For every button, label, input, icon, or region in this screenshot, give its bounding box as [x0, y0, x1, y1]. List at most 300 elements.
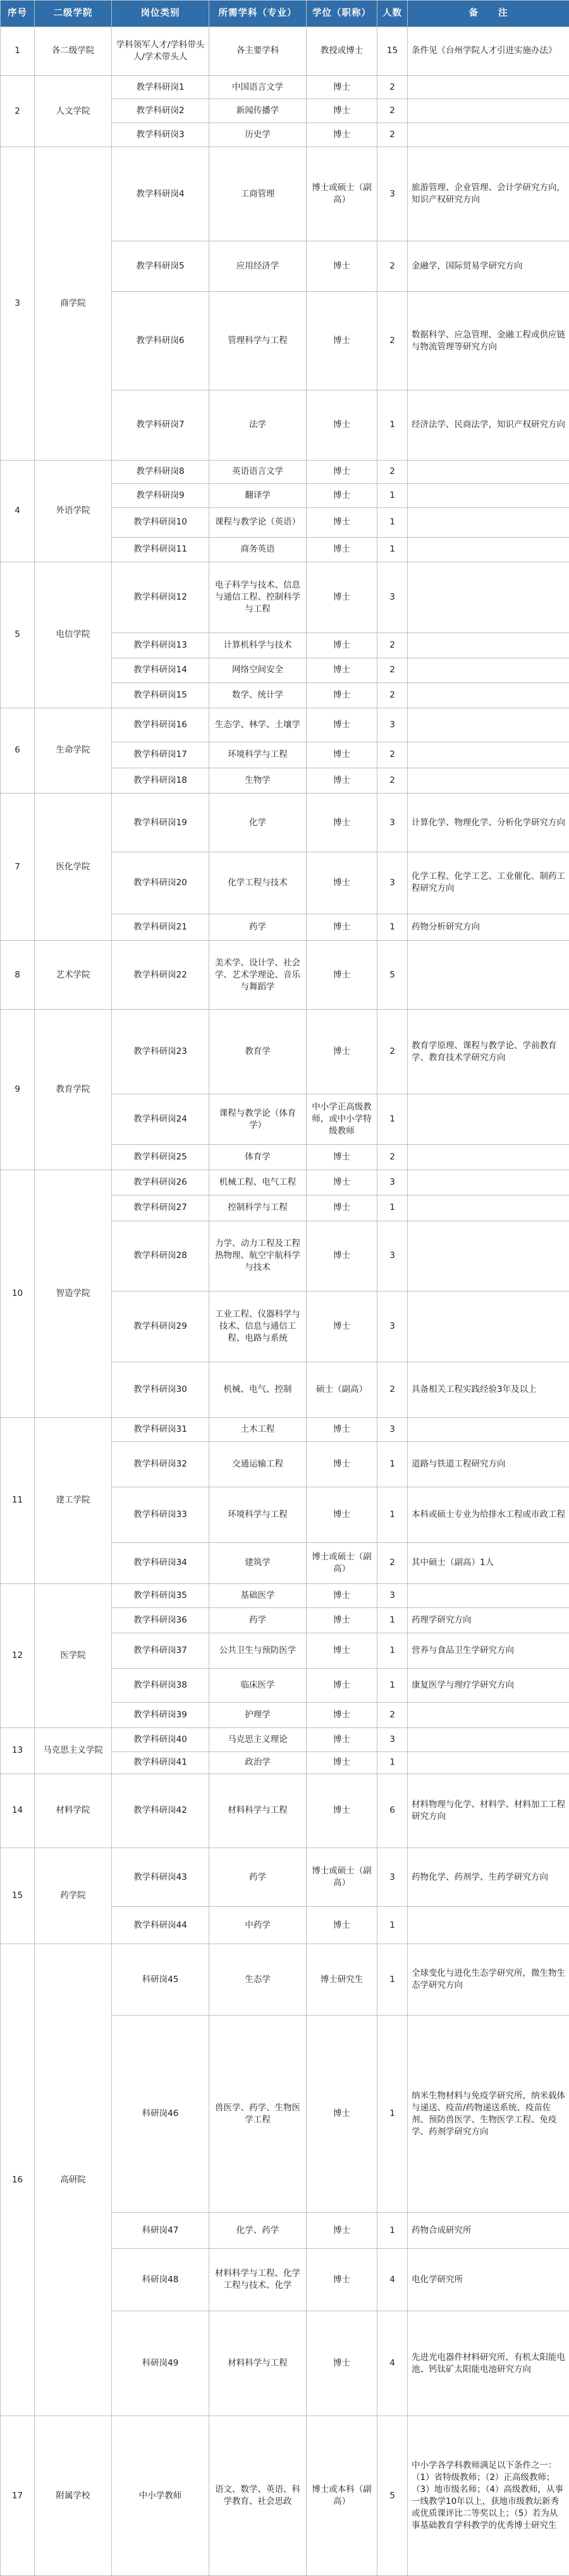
table-row — [1, 1583, 569, 1607]
post-cell: 教学科研岗23 — [112, 1010, 209, 1094]
note-cell — [408, 1417, 569, 1441]
note-cell: 教育学原理、课程与教学论、学前教育学、教育技术学研究方向 — [408, 1010, 569, 1094]
table-row — [1, 1944, 569, 2016]
degree-cell: 博士或硕士（副高） — [307, 1543, 377, 1584]
college-cell: 各二级学院 — [35, 27, 112, 76]
count-cell: 1 — [377, 1752, 408, 1774]
college-cell: 教育学院 — [35, 1010, 112, 1170]
discipline-cell: 计算机科学与技术 — [209, 633, 307, 658]
count-cell: 1 — [377, 914, 408, 941]
discipline-cell: 工商管理 — [209, 147, 307, 241]
note-cell: 先进光电器件材料研究所，有机太阳能电池、钙钛矿太阳能电池研究方向 — [408, 2311, 569, 2416]
degree-cell: 博士 — [307, 914, 377, 941]
degree-cell: 博士 — [307, 1291, 377, 1362]
discipline-cell: 建筑学 — [209, 1543, 307, 1584]
post-cell: 教学科研岗28 — [112, 1221, 209, 1291]
discipline-cell: 生态学、林学、土壤学 — [209, 708, 307, 742]
post-cell: 教学科研岗26 — [112, 1170, 209, 1195]
discipline-cell: 药学 — [209, 1848, 307, 1907]
count-cell: 5 — [377, 2416, 408, 2576]
count-cell: 2 — [377, 123, 408, 147]
discipline-cell: 课程与教学论（体育学） — [209, 1094, 307, 1145]
note-cell: 道路与铁道工程研究方向 — [408, 1442, 569, 1487]
header-post-type: 岗位类别 — [112, 1, 209, 27]
degree-cell: 博士 — [307, 683, 377, 708]
table-row — [1, 460, 569, 483]
post-cell: 教学科研岗43 — [112, 1848, 209, 1907]
college-cell: 商学院 — [35, 147, 112, 460]
count-cell: 2 — [377, 768, 408, 794]
post-cell: 教学科研岗13 — [112, 633, 209, 658]
college-cell: 高研院 — [35, 1944, 112, 2416]
serial-cell: 10 — [1, 1170, 35, 1417]
note-cell — [408, 742, 569, 768]
header-count: 人数 — [377, 1, 408, 27]
discipline-cell: 力学、动力工程及工程热物理、航空宇航科学与技术 — [209, 1221, 307, 1291]
degree-cell: 博士 — [307, 1727, 377, 1751]
degree-cell: 博士 — [307, 1145, 377, 1170]
post-cell: 教学科研岗18 — [112, 768, 209, 794]
college-cell: 医学院 — [35, 1583, 112, 1727]
note-cell: 药物合成研究所 — [408, 2213, 569, 2249]
post-cell: 教学科研岗37 — [112, 1633, 209, 1668]
discipline-cell: 基础医学 — [209, 1583, 307, 1607]
college-cell: 艺术学院 — [35, 941, 112, 1010]
degree-cell: 博士 — [307, 1752, 377, 1774]
note-cell — [408, 460, 569, 483]
degree-cell: 博士 — [307, 538, 377, 562]
serial-cell: 3 — [1, 147, 35, 460]
table-row — [1, 708, 569, 742]
degree-cell: 博士或本科（副高） — [307, 2416, 377, 2576]
table-row — [1, 941, 569, 1010]
table-row — [1, 1727, 569, 1751]
discipline-cell: 管理科学与工程 — [209, 292, 307, 390]
discipline-cell: 语文、数学、英语、科学教育、社会思政 — [209, 2416, 307, 2576]
note-cell: 数据科学、应急管理、金融工程或供应链与物流管理等研究方向 — [408, 292, 569, 390]
count-cell: 2 — [377, 658, 408, 682]
post-cell: 教学科研岗27 — [112, 1195, 209, 1221]
post-cell: 科研岗48 — [112, 2249, 209, 2311]
post-cell: 教学科研岗19 — [112, 794, 209, 852]
count-cell: 2 — [377, 1543, 408, 1584]
degree-cell: 博士 — [307, 2249, 377, 2311]
degree-cell: 博士 — [307, 1417, 377, 1441]
discipline-cell: 政治学 — [209, 1752, 307, 1774]
post-cell: 教学科研岗21 — [112, 914, 209, 941]
degree-cell: 博士 — [307, 292, 377, 390]
count-cell: 3 — [377, 147, 408, 241]
serial-cell: 8 — [1, 941, 35, 1010]
count-cell: 1 — [377, 2016, 408, 2213]
post-cell: 教学科研岗11 — [112, 538, 209, 562]
post-cell: 教学科研岗8 — [112, 460, 209, 483]
discipline-cell: 材料科学与工程 — [209, 2311, 307, 2416]
count-cell: 2 — [377, 683, 408, 708]
discipline-cell: 英语语言文学 — [209, 460, 307, 483]
serial-cell: 1 — [1, 27, 35, 76]
count-cell: 1 — [377, 1944, 408, 2016]
count-cell: 3 — [377, 708, 408, 742]
note-cell — [408, 941, 569, 1010]
count-cell: 3 — [377, 1170, 408, 1195]
post-cell: 教学科研岗31 — [112, 1417, 209, 1441]
discipline-cell: 工业工程、仪器科学与技术、信息与通信工程、电路与系统 — [209, 1291, 307, 1362]
count-cell: 1 — [377, 507, 408, 538]
serial-cell: 15 — [1, 1848, 35, 1944]
count-cell: 2 — [377, 1145, 408, 1170]
note-cell — [408, 1727, 569, 1751]
count-cell: 2 — [377, 460, 408, 483]
post-cell: 教学科研岗2 — [112, 99, 209, 123]
note-cell — [408, 1221, 569, 1291]
degree-cell: 博士 — [307, 1633, 377, 1668]
count-cell: 1 — [377, 1668, 408, 1703]
note-cell: 康复医学与理疗学研究方向 — [408, 1668, 569, 1703]
note-cell — [408, 1094, 569, 1145]
discipline-cell: 材料科学与工程 — [209, 1774, 307, 1847]
discipline-cell: 生物学 — [209, 768, 307, 794]
header-note: 备 注 — [408, 1, 569, 27]
note-cell — [408, 123, 569, 147]
post-cell: 科研岗45 — [112, 1944, 209, 2016]
count-cell: 2 — [377, 633, 408, 658]
serial-cell: 5 — [1, 562, 35, 708]
discipline-cell: 材料科学与工程、化学工程与技术、化学 — [209, 2249, 307, 2311]
discipline-cell: 兽医学、药学、生物医学工程 — [209, 2016, 307, 2213]
note-cell: 营养与食品卫生学研究方向 — [408, 1633, 569, 1668]
count-cell: 3 — [377, 1221, 408, 1291]
discipline-cell: 生态学 — [209, 1944, 307, 2016]
college-cell: 材料学院 — [35, 1774, 112, 1847]
table-row — [1, 1848, 569, 1907]
post-cell: 教学科研岗38 — [112, 1668, 209, 1703]
note-cell — [408, 768, 569, 794]
note-cell: 本科或硕士专业为给排水工程或市政工程 — [408, 1487, 569, 1542]
college-cell: 药学院 — [35, 1848, 112, 1944]
degree-cell: 博士 — [307, 562, 377, 632]
degree-cell: 博士 — [307, 708, 377, 742]
count-cell: 2 — [377, 75, 408, 99]
note-cell — [408, 1752, 569, 1774]
post-cell: 教学科研岗30 — [112, 1362, 209, 1417]
post-cell: 教学科研岗6 — [112, 292, 209, 390]
count-cell: 15 — [377, 27, 408, 76]
serial-cell: 16 — [1, 1944, 35, 2416]
count-cell: 3 — [377, 1583, 408, 1607]
note-cell: 药理学研究方向 — [408, 1608, 569, 1633]
note-cell: 中小学各学科教师满足以下条件之一：（1）省特级教师；（2）正高级教师；（3）地市级名师；（4）高级教师，从事一线教学10年以上，获地市级教坛新秀或优质课评比二等奖以上；（5）若为从事基础教育学科教学的优秀博士研究生 — [408, 2416, 569, 2576]
post-cell: 教学科研岗34 — [112, 1543, 209, 1584]
post-cell: 教学科研岗22 — [112, 941, 209, 1010]
note-cell: 药物分析研究方向 — [408, 914, 569, 941]
note-cell — [408, 1145, 569, 1170]
degree-cell: 博士 — [307, 2213, 377, 2249]
discipline-cell: 历史学 — [209, 123, 307, 147]
discipline-cell: 机械、电气、控制 — [209, 1362, 307, 1417]
degree-cell: 博士 — [307, 794, 377, 852]
note-cell: 全球变化与进化生态学研究所，微生物生态学研究方向 — [408, 1944, 569, 2016]
serial-cell: 13 — [1, 1727, 35, 1774]
college-cell: 医化学院 — [35, 794, 112, 941]
discipline-cell: 课程与教学论（英语） — [209, 507, 307, 538]
post-cell: 教学科研岗32 — [112, 1442, 209, 1487]
header-serial: 序号 — [1, 1, 35, 27]
serial-cell: 4 — [1, 460, 35, 562]
note-cell — [408, 1170, 569, 1195]
degree-cell: 博士 — [307, 658, 377, 682]
degree-cell: 博士 — [307, 484, 377, 507]
post-cell: 教学科研岗10 — [112, 507, 209, 538]
discipline-cell: 网络空间安全 — [209, 658, 307, 682]
discipline-cell: 临床医学 — [209, 1668, 307, 1703]
note-cell — [408, 683, 569, 708]
count-cell: 1 — [377, 484, 408, 507]
post-cell: 教学科研岗36 — [112, 1608, 209, 1633]
count-cell: 4 — [377, 2311, 408, 2416]
discipline-cell: 环境科学与工程 — [209, 742, 307, 768]
post-cell: 教学科研岗25 — [112, 1145, 209, 1170]
serial-cell: 9 — [1, 1010, 35, 1170]
table-row — [1, 2416, 569, 2576]
note-cell — [408, 708, 569, 742]
degree-cell: 硕士（副高） — [307, 1362, 377, 1417]
count-cell: 1 — [377, 1442, 408, 1487]
count-cell: 1 — [377, 1633, 408, 1668]
note-cell: 药物化学、药剂学、生药学研究方向 — [408, 1848, 569, 1907]
discipline-cell: 各主要学科 — [209, 27, 307, 76]
table-row — [1, 794, 569, 852]
header-college: 二级学院 — [35, 1, 112, 27]
note-cell — [408, 562, 569, 632]
degree-cell: 博士 — [307, 460, 377, 483]
degree-cell: 博士 — [307, 2311, 377, 2416]
degree-cell: 博士 — [307, 633, 377, 658]
discipline-cell: 数学、统计学 — [209, 683, 307, 708]
note-cell: 经济法学、民商法学，知识产权研究方向 — [408, 390, 569, 460]
count-cell: 2 — [377, 99, 408, 123]
count-cell: 3 — [377, 1417, 408, 1441]
count-cell: 1 — [377, 1487, 408, 1542]
count-cell: 2 — [377, 742, 408, 768]
discipline-cell: 电子科学与技术、信息与通信工程、控制科学与工程 — [209, 562, 307, 632]
count-cell: 3 — [377, 794, 408, 852]
serial-cell: 6 — [1, 708, 35, 794]
table-row — [1, 27, 569, 76]
count-cell: 1 — [377, 1094, 408, 1145]
degree-cell: 博士 — [307, 1583, 377, 1607]
degree-cell: 博士或硕士（副高） — [307, 147, 377, 241]
post-cell: 教学科研岗33 — [112, 1487, 209, 1542]
post-cell: 教学科研岗9 — [112, 484, 209, 507]
header-row — [1, 1, 569, 27]
degree-cell: 博士 — [307, 1774, 377, 1847]
post-cell: 教学科研岗7 — [112, 390, 209, 460]
discipline-cell: 中国语言文学 — [209, 75, 307, 99]
degree-cell: 博士 — [307, 1442, 377, 1487]
count-cell: 2 — [377, 241, 408, 292]
count-cell: 1 — [377, 390, 408, 460]
post-cell: 教学科研岗5 — [112, 241, 209, 292]
table-row — [1, 1010, 569, 1094]
note-cell — [408, 507, 569, 538]
degree-cell: 博士 — [307, 1668, 377, 1703]
discipline-cell: 翻译学 — [209, 484, 307, 507]
count-cell: 3 — [377, 1848, 408, 1907]
post-cell: 教学科研岗15 — [112, 683, 209, 708]
post-cell: 教学科研岗14 — [112, 658, 209, 682]
count-cell: 2 — [377, 1010, 408, 1094]
degree-cell: 博士 — [307, 1608, 377, 1633]
discipline-cell: 土木工程 — [209, 1417, 307, 1441]
degree-cell: 中小学正高级教师，或中小学特级教师 — [307, 1094, 377, 1145]
discipline-cell: 新闻传播学 — [209, 99, 307, 123]
note-cell: 电化学研究所 — [408, 2249, 569, 2311]
note-cell: 其中硕士（副高）1人 — [408, 1543, 569, 1584]
degree-cell: 博士 — [307, 768, 377, 794]
note-cell: 计算化学、物理化学、分析化学研究方向 — [408, 794, 569, 852]
degree-cell: 博士 — [307, 1487, 377, 1542]
serial-cell: 14 — [1, 1774, 35, 1847]
discipline-cell: 马克思主义理论 — [209, 1727, 307, 1751]
table-row — [1, 562, 569, 632]
discipline-cell: 体育学 — [209, 1145, 307, 1170]
degree-cell: 博士 — [307, 941, 377, 1010]
note-cell — [408, 75, 569, 99]
note-cell — [408, 1195, 569, 1221]
college-cell: 外语学院 — [35, 460, 112, 562]
count-cell: 2 — [377, 1362, 408, 1417]
note-cell — [408, 484, 569, 507]
post-cell: 教学科研岗35 — [112, 1583, 209, 1607]
post-cell: 中小学教师 — [112, 2416, 209, 2576]
count-cell: 3 — [377, 562, 408, 632]
note-cell: 金融学，国际贸易学研究方向 — [408, 241, 569, 292]
post-cell: 教学科研岗12 — [112, 562, 209, 632]
discipline-cell: 法学 — [209, 390, 307, 460]
table-row — [1, 75, 569, 99]
post-cell: 教学科研岗42 — [112, 1774, 209, 1847]
note-cell: 具备相关工程实践经验3年及以上 — [408, 1362, 569, 1417]
discipline-cell: 机械工程、电气工程 — [209, 1170, 307, 1195]
serial-cell: 2 — [1, 75, 35, 147]
count-cell: 4 — [377, 2249, 408, 2311]
serial-cell: 11 — [1, 1417, 35, 1583]
post-cell: 教学科研岗20 — [112, 852, 209, 914]
discipline-cell: 美术学、设计学、社会学、艺术学理论、音乐与舞蹈学 — [209, 941, 307, 1010]
note-cell: 化学工程、化学工艺、工业催化、制药工程研究方向 — [408, 852, 569, 914]
discipline-cell: 化学工程与技术 — [209, 852, 307, 914]
discipline-cell: 教育学 — [209, 1010, 307, 1094]
count-cell: 1 — [377, 2213, 408, 2249]
count-cell: 1 — [377, 1195, 408, 1221]
degree-cell: 博士 — [307, 2016, 377, 2213]
note-cell: 材料物理与化学、材料学、材料加工工程研究方向 — [408, 1774, 569, 1847]
discipline-cell: 中药学 — [209, 1907, 307, 1944]
college-cell: 马克思主义学院 — [35, 1727, 112, 1774]
note-cell: 条件见《台州学院人才引进实施办法》 — [408, 27, 569, 76]
note-cell: 旅游管理、企业管理、会计学研究方向，知识产权研究方向 — [408, 147, 569, 241]
degree-cell: 博士研究生 — [307, 1944, 377, 2016]
discipline-cell: 化学、药学 — [209, 2213, 307, 2249]
discipline-cell: 公共卫生与预防医学 — [209, 1633, 307, 1668]
count-cell: 1 — [377, 1608, 408, 1633]
count-cell: 2 — [377, 1703, 408, 1727]
discipline-cell: 药学 — [209, 914, 307, 941]
degree-cell: 博士 — [307, 742, 377, 768]
post-cell: 教学科研岗24 — [112, 1094, 209, 1145]
degree-cell: 教授或博士 — [307, 27, 377, 76]
note-cell — [408, 1907, 569, 1944]
post-cell: 教学科研岗40 — [112, 1727, 209, 1751]
post-cell: 教学科研岗3 — [112, 123, 209, 147]
degree-cell: 博士 — [307, 1907, 377, 1944]
post-cell: 科研岗46 — [112, 2016, 209, 2213]
count-cell: 3 — [377, 1291, 408, 1362]
serial-cell: 12 — [1, 1583, 35, 1727]
degree-cell: 博士 — [307, 1170, 377, 1195]
discipline-cell: 化学 — [209, 794, 307, 852]
table-row — [1, 1170, 569, 1195]
header-degree: 学位（职称） — [307, 1, 377, 27]
college-cell: 电信学院 — [35, 562, 112, 708]
discipline-cell: 药学 — [209, 1608, 307, 1633]
header-discipline: 所需学科（专业） — [209, 1, 307, 27]
college-cell: 智造学院 — [35, 1170, 112, 1417]
note-cell — [408, 633, 569, 658]
post-cell: 教学科研岗16 — [112, 708, 209, 742]
college-cell: 生命学院 — [35, 708, 112, 794]
degree-cell: 博士 — [307, 1010, 377, 1094]
count-cell: 3 — [377, 852, 408, 914]
degree-cell: 博士 — [307, 1195, 377, 1221]
table-body — [1, 27, 569, 2576]
post-cell: 教学科研岗39 — [112, 1703, 209, 1727]
table-row — [1, 1774, 569, 1847]
serial-cell: 7 — [1, 794, 35, 941]
note-cell — [408, 99, 569, 123]
college-cell: 附属学校 — [35, 2416, 112, 2576]
degree-cell: 博士 — [307, 852, 377, 914]
note-cell — [408, 538, 569, 562]
note-cell — [408, 1583, 569, 1607]
post-cell: 教学科研岗17 — [112, 742, 209, 768]
count-cell: 3 — [377, 1727, 408, 1751]
discipline-cell: 应用经济学 — [209, 241, 307, 292]
college-cell: 建工学院 — [35, 1417, 112, 1583]
discipline-cell: 商务英语 — [209, 538, 307, 562]
count-cell: 5 — [377, 941, 408, 1010]
degree-cell: 博士 — [307, 99, 377, 123]
count-cell: 6 — [377, 1774, 408, 1847]
degree-cell: 博士 — [307, 75, 377, 99]
post-cell: 教学科研岗1 — [112, 75, 209, 99]
note-cell — [408, 1703, 569, 1727]
table-row — [1, 1417, 569, 1441]
degree-cell: 博士 — [307, 241, 377, 292]
post-cell: 科研岗49 — [112, 2311, 209, 2416]
count-cell: 2 — [377, 292, 408, 390]
degree-cell: 博士 — [307, 1221, 377, 1291]
note-cell: 纳米生物材料与免疫学研究所，纳米载体与递送、疫苗/药物递送系统、疫苗佐剂、预防兽医学、生物医学工程、免疫学、药剂学研究方向 — [408, 2016, 569, 2213]
post-cell: 教学科研岗29 — [112, 1291, 209, 1362]
discipline-cell: 控制科学与工程 — [209, 1195, 307, 1221]
discipline-cell: 交通运输工程 — [209, 1442, 307, 1487]
post-cell: 教学科研岗44 — [112, 1907, 209, 1944]
discipline-cell: 环境科学与工程 — [209, 1487, 307, 1542]
discipline-cell: 护理学 — [209, 1703, 307, 1727]
college-cell: 人文学院 — [35, 75, 112, 147]
